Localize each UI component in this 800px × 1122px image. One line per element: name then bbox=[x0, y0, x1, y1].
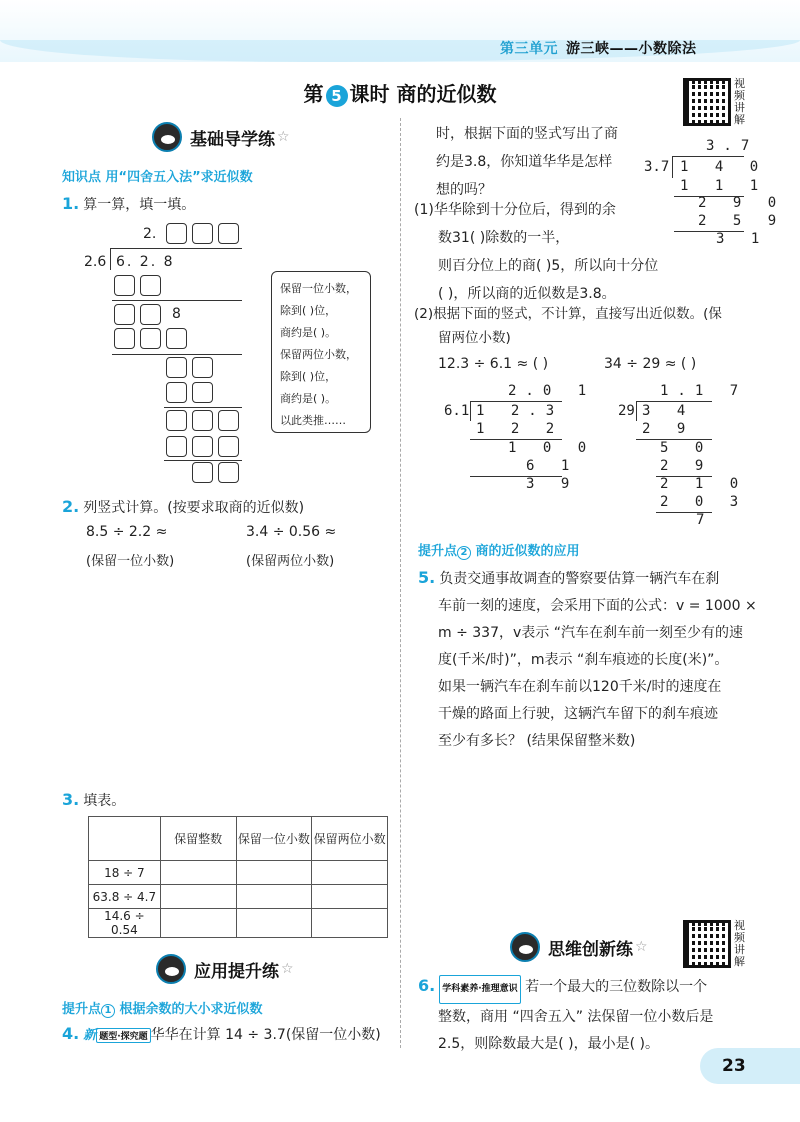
qr-label: 视频讲解 bbox=[734, 919, 745, 968]
answer-box[interactable] bbox=[166, 328, 187, 349]
answer-box[interactable] bbox=[218, 462, 239, 483]
star-icon: ☆ bbox=[281, 961, 294, 977]
div-a-divisor: 6.1 bbox=[444, 403, 470, 419]
mascot-icon bbox=[152, 122, 182, 152]
answer-box[interactable] bbox=[218, 223, 239, 244]
div-b-quotient: 1.1 7 bbox=[660, 383, 748, 399]
improve-point-1: 提升点 1 根据余数的大小求近似数 bbox=[62, 1002, 263, 1017]
answer-box[interactable] bbox=[192, 410, 213, 431]
q4-quotient: 3.7 bbox=[706, 138, 759, 154]
q5: 5. 负责交通事故调查的警察要估算一辆汽车在刹 车前一刻的速度，会采用下面的公式：v = 1000 × m ÷ 337，v表示 “汽车在刹车前一刻至少有的速 度(千米/时)”，m表示 “刹车痕迹的长度(米)”。 如果一辆汽车在刹车前以120千米/时的速度在 干燥的路面上行驶，这辆汽车留下的刹车痕迹 至少有多长？ (结果保留整米数) bbox=[418, 568, 757, 749]
answer-box[interactable] bbox=[218, 410, 239, 431]
qr-label: 视频讲解 bbox=[734, 77, 745, 126]
answer-box[interactable] bbox=[166, 223, 187, 244]
answer-box[interactable] bbox=[192, 223, 213, 244]
q1-divisor: 2.6 bbox=[84, 254, 107, 270]
q4-eq1: 12.3 ÷ 6.1 ≈ ( ) bbox=[438, 356, 549, 372]
answer-box[interactable] bbox=[166, 357, 187, 378]
mascot-icon bbox=[510, 932, 540, 962]
answer-box[interactable] bbox=[166, 410, 187, 431]
qr-code-icon[interactable] bbox=[683, 78, 731, 126]
answer-box[interactable] bbox=[192, 357, 213, 378]
answer-box[interactable] bbox=[140, 275, 161, 296]
answer-box[interactable] bbox=[140, 328, 161, 349]
answer-box[interactable] bbox=[192, 436, 213, 457]
answer-box[interactable] bbox=[192, 382, 213, 403]
table-header: 保留整数 bbox=[160, 817, 236, 861]
q4-part2: (2)根据下面的竖式，不计算，直接写出近似数。(保 留两位小数) bbox=[414, 306, 722, 346]
answer-box[interactable] bbox=[218, 436, 239, 457]
answer-box[interactable] bbox=[114, 304, 135, 325]
answer-box[interactable] bbox=[114, 275, 135, 296]
q4-part1: (1)华华除到十分位后，得到的余 数31( )除数的一半， 则百分位上的商( )5，所以向十分位 ( )，所以商的近似数是3.8。 bbox=[414, 202, 659, 302]
q2-b-note: (保留两位小数) bbox=[246, 554, 335, 569]
q2-a-note: (保留一位小数) bbox=[86, 554, 175, 569]
q2: 2. 列竖式计算。(按要求取商的近似数) bbox=[62, 497, 305, 516]
table-row-label: 18 ÷ 7 bbox=[89, 861, 161, 885]
div-a-quotient: 2.0 1 bbox=[508, 383, 596, 399]
div-a-dividend: 1 2.3 bbox=[476, 403, 564, 419]
table-header: 保留一位小数 bbox=[236, 817, 312, 861]
table-row-label: 14.6 ÷ 0.54 bbox=[89, 909, 161, 938]
div-b-dividend: 3 4 bbox=[642, 403, 695, 419]
q3: 3. 填表。 bbox=[62, 790, 126, 809]
q4-divisor: 3.7 bbox=[644, 159, 670, 175]
improve-point-2: 提升点 2 商的近似数的应用 bbox=[418, 544, 580, 559]
knowledge-point: 知识点 用“四舍五入法”求近似数 bbox=[62, 170, 253, 185]
table-row-label: 63.8 ÷ 4.7 bbox=[89, 885, 161, 909]
section-banner-basic: 基础导学练 ☆ bbox=[152, 122, 290, 152]
qr-code-icon[interactable] bbox=[683, 920, 731, 968]
q1: 1. 算一算，填一填。 bbox=[62, 194, 196, 213]
answer-box[interactable] bbox=[166, 436, 187, 457]
answer-box[interactable] bbox=[140, 304, 161, 325]
table-header: 保留两位小数 bbox=[312, 817, 388, 861]
div-b-divisor: 29 bbox=[618, 403, 635, 419]
star-icon: ☆ bbox=[635, 939, 648, 955]
q4-text-cont: 时，根据下面的竖式写出了商 约是3.8，你知道华华是怎样 想的吗？ bbox=[436, 126, 618, 198]
q6: 6. 学科素养·推理意识 若一个最大的三位数除以一个 整数，商用 “四舍五入” 法保留一位小数后是 2.5，则除数最大是( )，最小是( )。 bbox=[418, 976, 714, 1052]
fill-table bbox=[88, 816, 388, 938]
q4-eq2: 34 ÷ 29 ≈ ( ) bbox=[604, 356, 697, 372]
section-banner-apply: 应用提升练 ☆ bbox=[156, 954, 294, 984]
q1-dividend: 6. 2. 8 bbox=[116, 254, 175, 270]
unit-title: 第三单元 游三峡——小数除法 bbox=[500, 41, 697, 57]
star-icon: ☆ bbox=[277, 129, 290, 145]
q4-line1: 4. 新 题型·探究题 华华在计算 14 ÷ 3.7(保留一位小数) bbox=[62, 1024, 381, 1043]
page-number: 23 bbox=[700, 1048, 800, 1084]
hint-box: 保留一位小数， 除到( )位， 商约是( )。 保留两位小数， 除到( )位， 商约是( )。 以此类推…… bbox=[271, 271, 371, 433]
q1-row3: 8 bbox=[172, 306, 181, 322]
q2-b: 3.4 ÷ 0.56 ≈ bbox=[246, 524, 337, 540]
answer-box[interactable] bbox=[114, 328, 135, 349]
answer-box[interactable] bbox=[192, 462, 213, 483]
answer-box[interactable] bbox=[166, 382, 187, 403]
q2-a: 8.5 ÷ 2.2 ≈ bbox=[86, 524, 168, 540]
q1-quotient-digit: 2. bbox=[143, 226, 157, 242]
mascot-icon bbox=[156, 954, 186, 984]
section-banner-innovate: 思维创新练 ☆ bbox=[510, 932, 648, 962]
lesson-title: 第 5 课时 商的近似数 bbox=[303, 82, 497, 106]
column-divider bbox=[400, 118, 401, 1048]
